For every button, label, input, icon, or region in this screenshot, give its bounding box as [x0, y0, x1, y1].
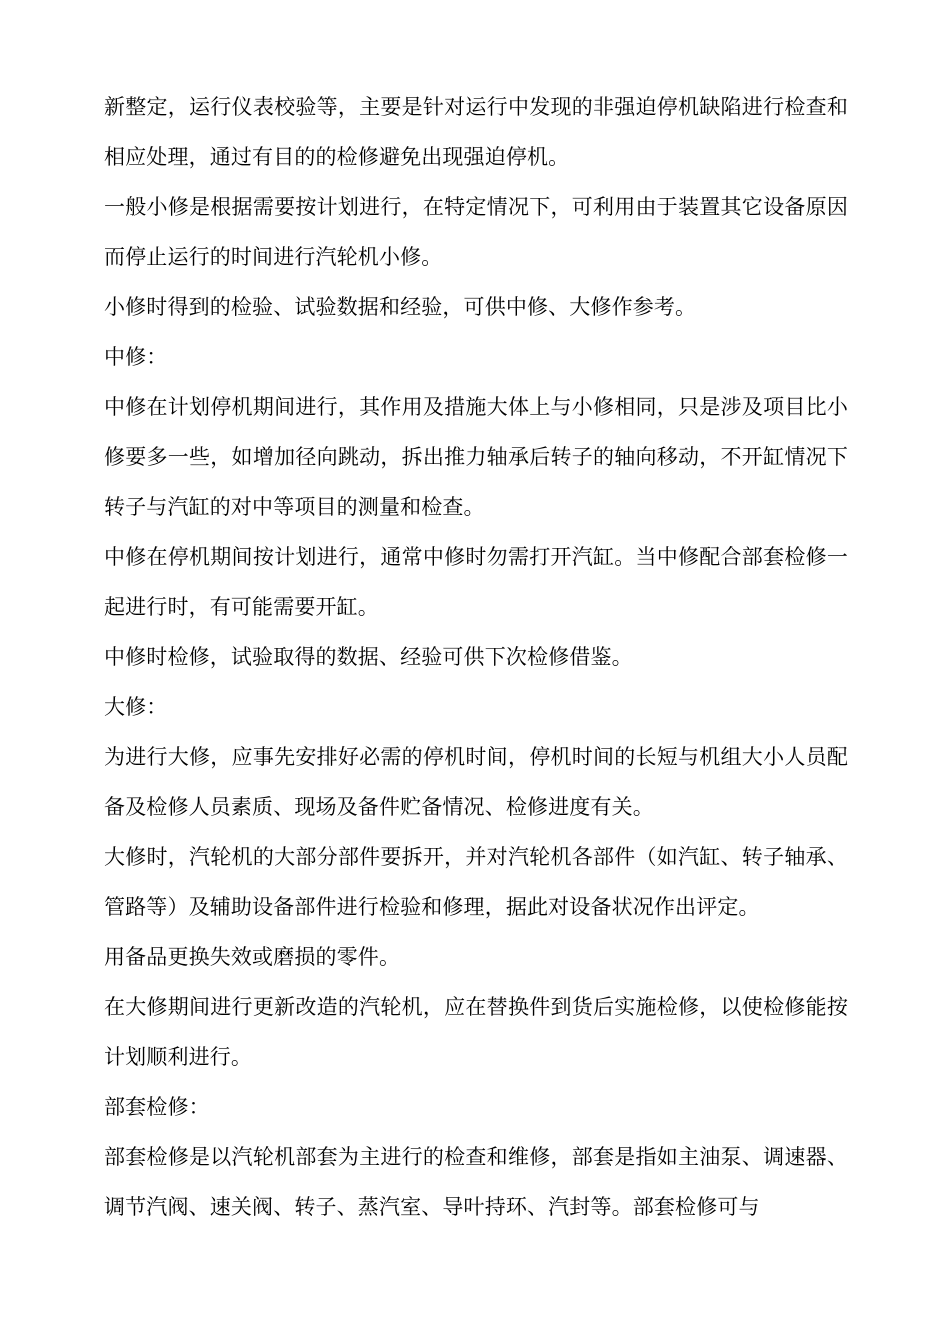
paragraph-9: 为进行大修，应事先安排好必需的停机时间，停机时间的长短与机组大小人员配备及检修人员素质、现场及备件贮备情况、检修进度有关。 [104, 745, 848, 819]
paragraph-3: 小修时得到的检验、试验数据和经验，可供中修、大修作参考。 [104, 295, 697, 319]
paragraph-1: 新整定，运行仪表校验等，主要是针对运行中发现的非强迫停机缺陷进行检查和相应处理，通过有目的的检修避免出现强迫停机。 [104, 95, 848, 169]
paragraph-5: 中修在计划停机期间进行，其作用及措施大体上与小修相同，只是涉及项目比小修要多一些，如增加径向跳动，拆出推力轴承后转子的轴向移动，不开缸情况下转子与汽缸的对中等项目的测量和检查。 [104, 395, 848, 519]
paragraph-11: 用备品更换失效或磨损的零件。 [104, 945, 401, 969]
section-heading-major-repair: 大修： [104, 695, 168, 719]
paragraph-7: 中修时检修，试验取得的数据、经验可供下次检修借鉴。 [104, 645, 633, 669]
paragraph-14: 部套检修是以汽轮机部套为主进行的检查和维修，部套是指如主油泵、调速器、调节汽阀、速关阀、转子、蒸汽室、导叶持环、汽封等。部套检修可与 [104, 1145, 848, 1219]
document-page [104, 82, 848, 1232]
paragraph-6: 中修在停机期间按计划进行，通常中修时勿需打开汽缸。当中修配合部套检修一起进行时，有可能需要开缸。 [104, 545, 848, 619]
paragraph-10: 大修时，汽轮机的大部分部件要拆开，并对汽轮机各部件（如汽缸、转子轴承、管路等）及辅助设备部件进行检验和修理，据此对设备状况作出评定。 [104, 845, 848, 919]
section-heading-component-repair: 部套检修： [104, 1095, 210, 1119]
paragraph-2: 一般小修是根据需要按计划进行，在特定情况下，可利用由于装置其它设备原因而停止运行的时间进行汽轮机小修。 [104, 195, 848, 269]
section-heading-medium-repair: 中修： [104, 345, 168, 369]
paragraph-12: 在大修期间进行更新改造的汽轮机，应在替换件到货后实施检修，以使检修能按计划顺利进行。 [104, 995, 848, 1069]
